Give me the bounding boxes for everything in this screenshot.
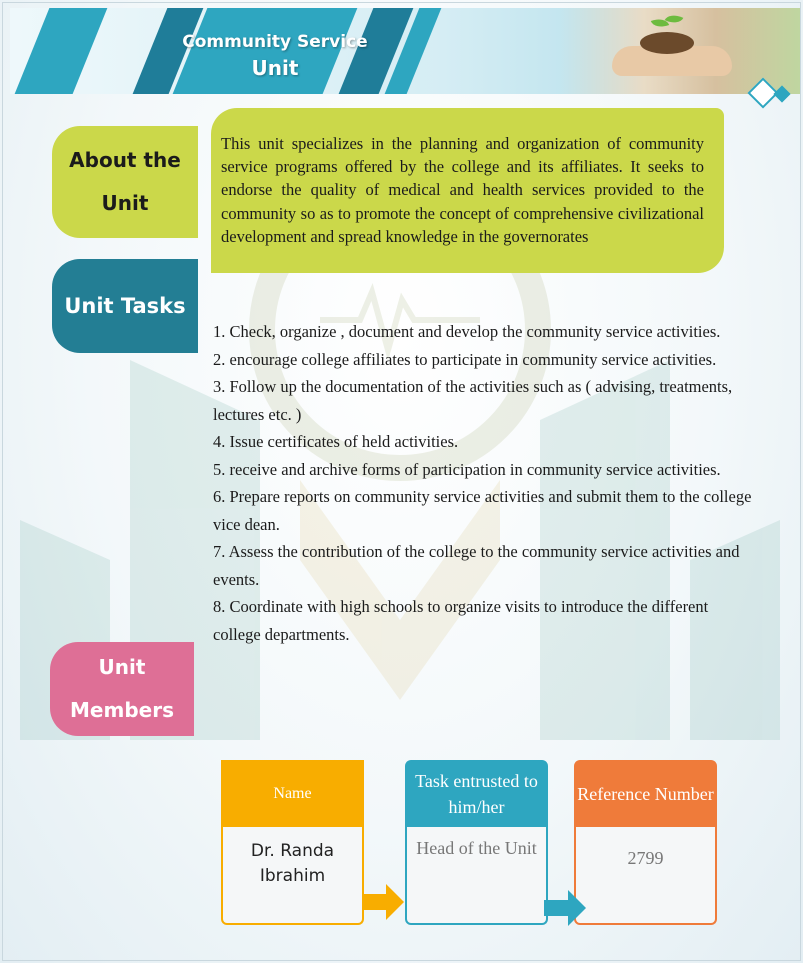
sprout-icon <box>652 12 684 36</box>
task-column-header: Task entrusted to him/her <box>405 760 548 827</box>
unit-members-label: Unit Members <box>50 642 194 736</box>
task-item: 7. Assess the contribution of the college to the community service activities and events. <box>213 542 740 589</box>
arrow-right-icon <box>362 884 404 920</box>
unit-tasks-label: Unit Tasks <box>52 259 198 353</box>
page-title-line2: Unit <box>251 56 299 80</box>
task-item: 3. Follow up the documentation of the activities such as ( advising, treatments, lectures etc. ) <box>213 377 733 424</box>
about-unit-box <box>211 108 724 273</box>
member-reference-cell: 2799 <box>574 827 717 925</box>
task-item: 1. Check, organize , document and develop the community service activities. <box>213 322 721 341</box>
task-item: 6. Prepare reports on community service activities and submit them to the college vice dean. <box>213 487 752 534</box>
task-item: 5. receive and archive forms of participation in community service activities. <box>213 459 721 479</box>
member-name-cell: Dr. Randa Ibrahim <box>221 827 364 925</box>
name-column-header: Name <box>221 760 364 827</box>
task-item: 2. encourage college affiliates to participate in community service activities. <box>213 349 717 369</box>
header-banner <box>0 0 803 118</box>
unit-tasks-list <box>213 318 759 648</box>
arrow-right-icon <box>544 890 586 926</box>
member-task-cell: Head of the Unit <box>405 827 548 925</box>
page-title-line1: Community Service <box>182 32 368 52</box>
reference-column-header: Reference Number <box>574 760 717 827</box>
task-item: 8. Coordinate with high schools to organize visits to introduce the different college departments. <box>213 597 709 644</box>
page-title <box>170 30 380 82</box>
about-unit-label: About the Unit <box>52 126 198 238</box>
task-item: 4. Issue certificates of held activities. <box>213 432 459 451</box>
about-unit-text: This unit specializes in the planning and organization of community service programs offered by the college and its affiliates. It seeks to endorse the quality of medical and health services provided to the community so as to promote the concept of comprehensive civilizational development and spread knowledge in the governorates <box>221 134 704 246</box>
